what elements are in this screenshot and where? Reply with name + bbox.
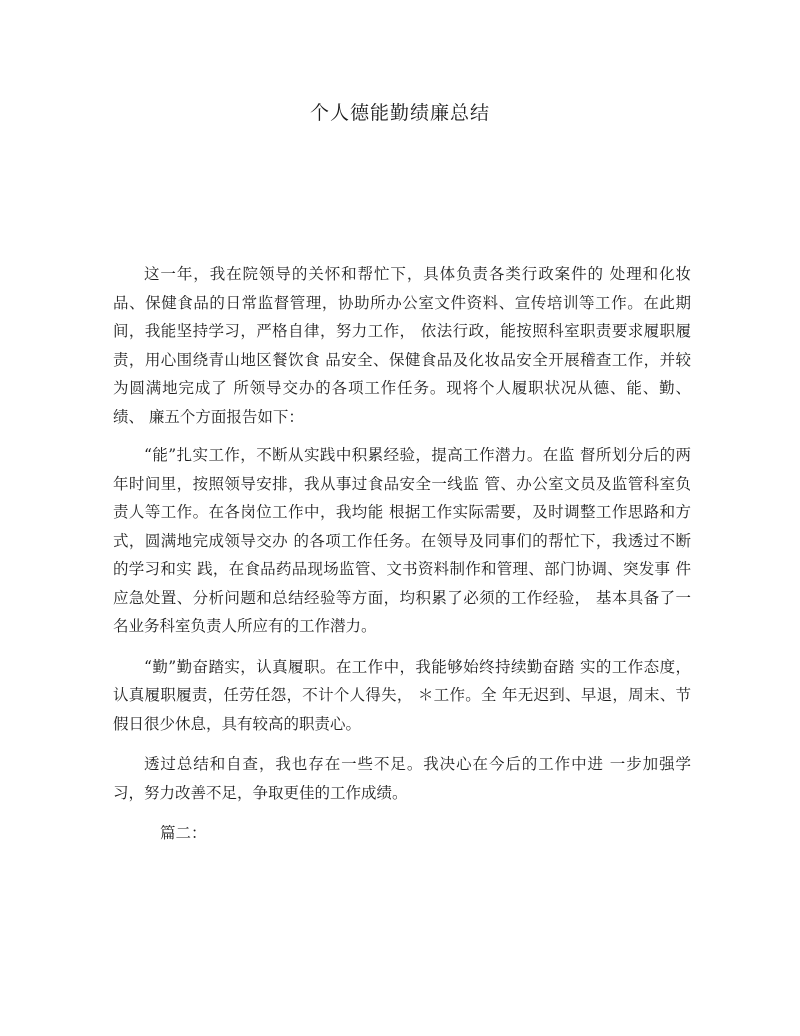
paragraph-ability: “能”扎实工作，不断从实践中积累经验，提高工作潜力。在监 督所划分后的两年时间里，按照领导安排，我从事过食品安全一线监 管、办公室文员及监管科室负责人等工作。在各岗位工作中，我均能 根据工作实际需要，及时调整工作思路和方式，圆满地完成领导交办 的各项工作任务。在领导及同事们的帮忙下，我透过不断的学习和实 践，在食品药品现场监管、文书资料制作和管理、部门协调、突发事 件应急处置、分析问题和总结经验等方面，均积累了必须的工作经验， 基本具备了一名业务科室负责人所应有的工作潜力。 xyxy=(113,446,691,635)
section-label: 篇二： xyxy=(160,824,207,842)
paragraph-intro: 这一年，我在院领导的关怀和帮忙下，具体负责各类行政案件的 处理和化妆品、保健食品的日常监督管理，协助所办公室文件资料、宣传培训等工作。在此期间，我能坚持学习，严格自律，努力工作， 依法行政，能按照科室职责要求履职履责，用心围绕青山地区餐饮食 品安全、保健食品及化妆品安全开展稽查工作，并较为圆满地完成了 所领导交办的各项工作任务。现将个人履职状况从德、能、勤、绩、 廉五个方面报告如下： xyxy=(113,265,691,426)
paragraph-conclusion: 透过总结和自查，我也存在一些不足。我决心在今后的工作中进 一步加强学习，努力改善不足，争取更佳的工作成绩。 xyxy=(113,755,691,802)
document-title: 个人德能勤绩廉总结 xyxy=(309,102,490,124)
document-body xyxy=(113,260,691,848)
paragraph-diligence: “勤”勤奋踏实，认真履职。在工作中，我能够始终持续勤奋踏 实的工作态度，认真履职履责，任劳任怨，不计个人得失， ＊工作。全 年无迟到、早退，周末、节假日很少休息，具有较高的职责心。 xyxy=(113,657,691,733)
